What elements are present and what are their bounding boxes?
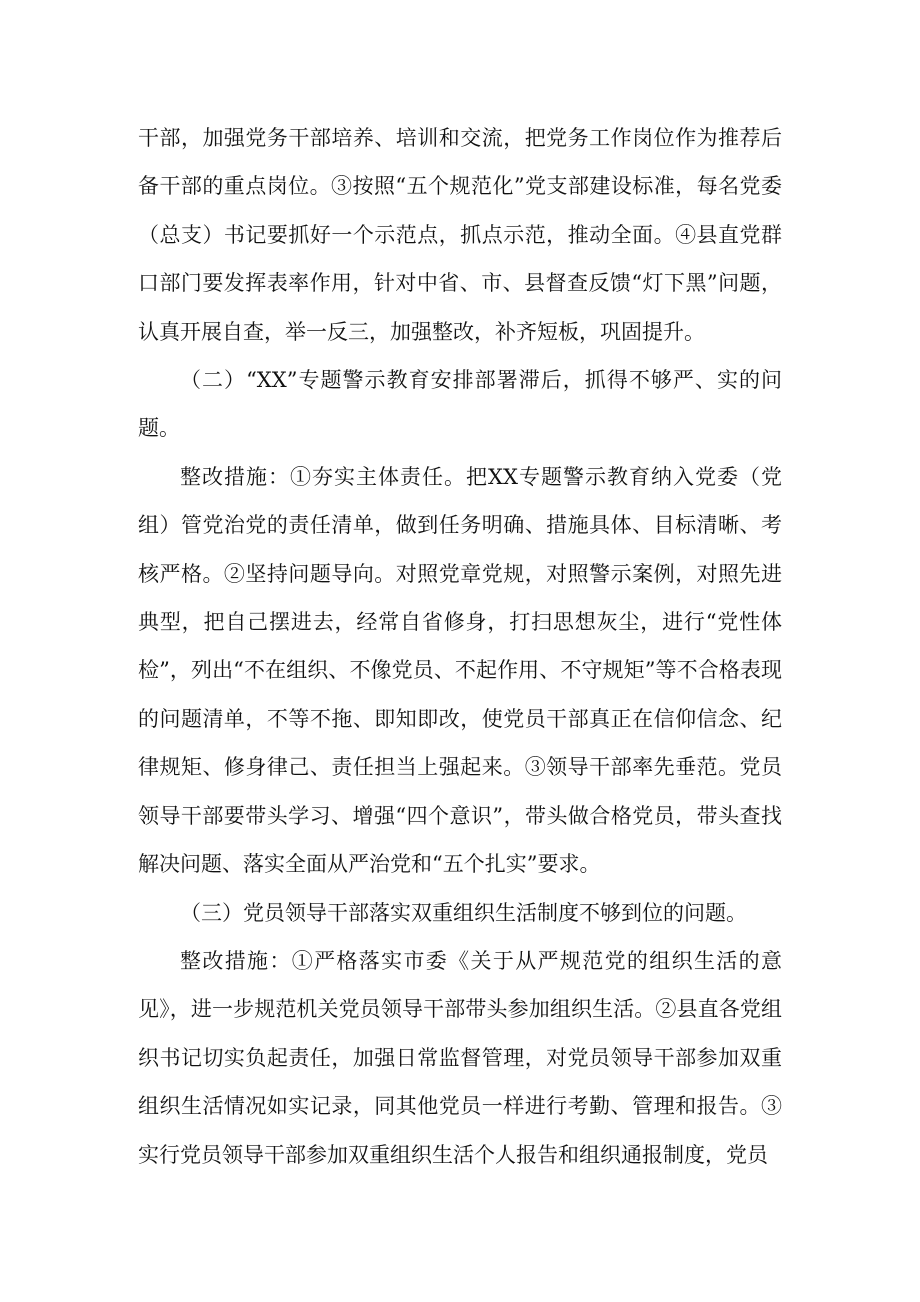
paragraph-continuation: 干部，加强党务干部培养、培训和交流，把党务工作岗位作为推荐后备干部的重点岗位。③按照“五个规范化”党支部建设标准，每名党委（总支）书记要抓好一个示范点，抓点示范，推动全面。④县直党群口部门要发挥表率作用，针对中省、市、县督查反馈“灯下黑”问题，认真开展自查，举一反三，加强整改，补齐短板，巩固提升。 (138, 126, 782, 344)
rectification-measures-3: 整改措施：①严格落实市委《关于从严规范党的组织生活的意见》，进一步规范机关党员领导干部带头参加组织生活。②县直各党组织书记切实负起责任，加强日常监督管理，对党员领导干部参加双重组织生活情况如实记录，同其他党员一样进行考勤、管理和报告。③实行党员领导干部参加双重组织生活个人报告和组织通报制度，党员 (138, 948, 782, 1167)
section-heading-3: （三）党员领导干部落实双重组织生活制度不够到位的问题。 (180, 900, 747, 925)
document-body (138, 114, 782, 1179)
section-heading-2: （二）“XX”专题警示教育安排部署滞后，抓得不够严、实的问题。 (138, 368, 782, 441)
rectification-measures-2: 整改措施：①夯实主体责任。把XX专题警示教育纳入党委（党组）管党治党的责任清单，做到任务明确、措施具体、目标清晰、考核严格。②坚持问题导向。对照党章党规，对照警示案例，对照先进典型，把自己摆进去，经常自省修身，打扫思想灰尘，进行“党性体检”，列出“不在组织、不像党员、不起作用、不守规矩”等不合格表现的问题清单，不等不拖、即知即改，使党员干部真正在信仰信念、纪律规矩、修身律己、责任担当上强起来。③领导干部率先垂范。党员领导干部要带头学习、增强“四个意识”，带头做合格党员，带头查找解决问题、落实全面从严治党和“五个扎实”要求。 (138, 464, 782, 877)
